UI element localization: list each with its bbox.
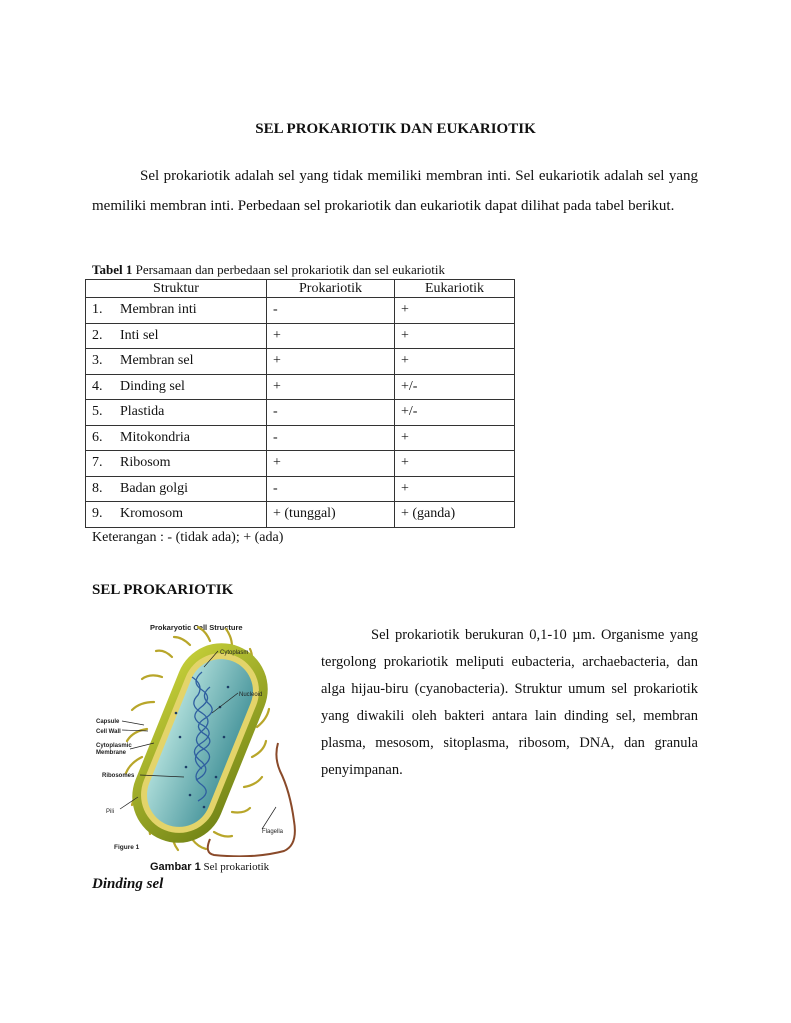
label-cytoplasm: Cytoplasm [220, 650, 249, 656]
cell-eukariotik: +/- [395, 400, 515, 426]
cell-struktur [86, 400, 267, 426]
structure-name: Dinding sel [120, 378, 185, 394]
row-number: 8. [92, 480, 103, 496]
row-number: 2. [92, 327, 103, 343]
header-prokariotik: Prokariotik [267, 280, 395, 298]
cell-eukariotik: + [395, 425, 515, 451]
table-row [86, 298, 515, 324]
cell-eukariotik: + (ganda) [395, 502, 515, 528]
label-nucleoid: Nucleoid [239, 692, 263, 698]
table-row [86, 400, 515, 426]
header-eukariotik: Eukariotik [395, 280, 515, 298]
structure-name: Inti sel [120, 327, 159, 343]
label-flagella: Flagella [262, 829, 284, 835]
table-caption [92, 262, 445, 278]
cell-prokariotik: + [267, 349, 395, 375]
cell-eukariotik: + [395, 349, 515, 375]
row-number: 4. [92, 378, 103, 394]
table-caption-label: Tabel 1 [92, 262, 133, 277]
intro-paragraph: Sel prokariotik adalah sel yang tidak memiliki membran inti. Sel eukariotik adalah sel yang memiliki membran inti. Perbedaan sel prokariotik dan eukariotik dapat dilihat pada tabel berikut. [92, 168, 698, 214]
table-row [86, 502, 515, 528]
cell-eukariotik: + [395, 298, 515, 324]
cell-prokariotik: - [267, 400, 395, 426]
table-row [86, 323, 515, 349]
structure-name: Plastida [120, 404, 165, 420]
cell-eukariotik: + [395, 451, 515, 477]
row-number: 7. [92, 455, 103, 471]
cell-prokariotik: + [267, 374, 395, 400]
cell-prokariotik: - [267, 476, 395, 502]
cell-eukariotik: + [395, 476, 515, 502]
row-number: 3. [92, 353, 103, 369]
cell-struktur [86, 298, 267, 324]
label-capsule: Capsule [96, 719, 120, 725]
cell-struktur [86, 476, 267, 502]
cell-struktur [86, 451, 267, 477]
table-note: Keterangan : - (tidak ada); + (ada) [92, 530, 284, 545]
structure-name: Ribosom [120, 455, 171, 471]
table-row [86, 451, 515, 477]
cell-struktur [86, 502, 267, 528]
figure-caption-label: Gambar 1 [150, 861, 201, 873]
row-number: 9. [92, 506, 103, 522]
label-membrane-2: Membrane [96, 750, 127, 756]
cell-prokariotik: - [267, 425, 395, 451]
label-figure: Figure 1 [114, 844, 140, 851]
table-row [86, 476, 515, 502]
comparison-table [85, 279, 515, 528]
table-row [86, 374, 515, 400]
structure-name: Badan golgi [120, 480, 189, 496]
figure-title: Prokaryotic Cell Structure [150, 623, 243, 632]
label-ribosomes: Ribosomes [102, 773, 135, 779]
structure-name: Mitokondria [120, 429, 190, 445]
cell-eukariotik: + [395, 323, 515, 349]
row-number: 1. [92, 302, 103, 318]
cell-eukariotik: +/- [395, 374, 515, 400]
prokaryote-paragraph: Sel prokariotik berukuran 0,1-10 µm. Organisme yang tergolong prokariotik meliputi eubacteria, archaebacteria, dan alga hijau-biru (cyanobacteria). Struktur umum sel prokariotik yang diwakili oleh bakteri antara lain dinding sel, membran plasma, mesosom, sitoplasma, ribosom, DNA, dan granula penyimpanan. [321, 627, 698, 778]
cell-prokariotik: + [267, 323, 395, 349]
cell-prokariotik: - [267, 298, 395, 324]
cell-prokariotik: + (tunggal) [267, 502, 395, 528]
cell-struktur [86, 323, 267, 349]
figure-caption-text: Sel prokariotik [200, 861, 270, 873]
prokaryotic-cell-figure [92, 617, 314, 857]
cell-struktur [86, 425, 267, 451]
cell-prokariotik: + [267, 451, 395, 477]
structure-name: Kromosom [120, 506, 183, 522]
label-membrane-1: Cytoplasmic [96, 743, 132, 749]
structure-name: Membran inti [120, 302, 197, 318]
structure-name: Membran sel [120, 353, 194, 369]
table-row [86, 349, 515, 375]
figure-caption [150, 861, 269, 873]
prokaryotic-cell-illustration [92, 617, 314, 857]
cell-struktur [86, 349, 267, 375]
table-header-row [86, 280, 515, 298]
subheading-dinding-sel: Dinding sel [92, 876, 164, 892]
table-row [86, 425, 515, 451]
header-struktur: Struktur [86, 280, 267, 298]
label-cell-wall: Cell Wall [96, 729, 121, 735]
page-title: SEL PROKARIOTIK DAN EUKARIOTIK [255, 121, 536, 137]
label-pili: Pili [106, 809, 115, 815]
row-number: 6. [92, 429, 103, 445]
cell-struktur [86, 374, 267, 400]
row-number: 5. [92, 404, 103, 420]
section-heading: SEL PROKARIOTIK [92, 582, 234, 598]
table-caption-text: Persamaan dan perbedaan sel prokariotik dan sel eukariotik [132, 262, 445, 277]
